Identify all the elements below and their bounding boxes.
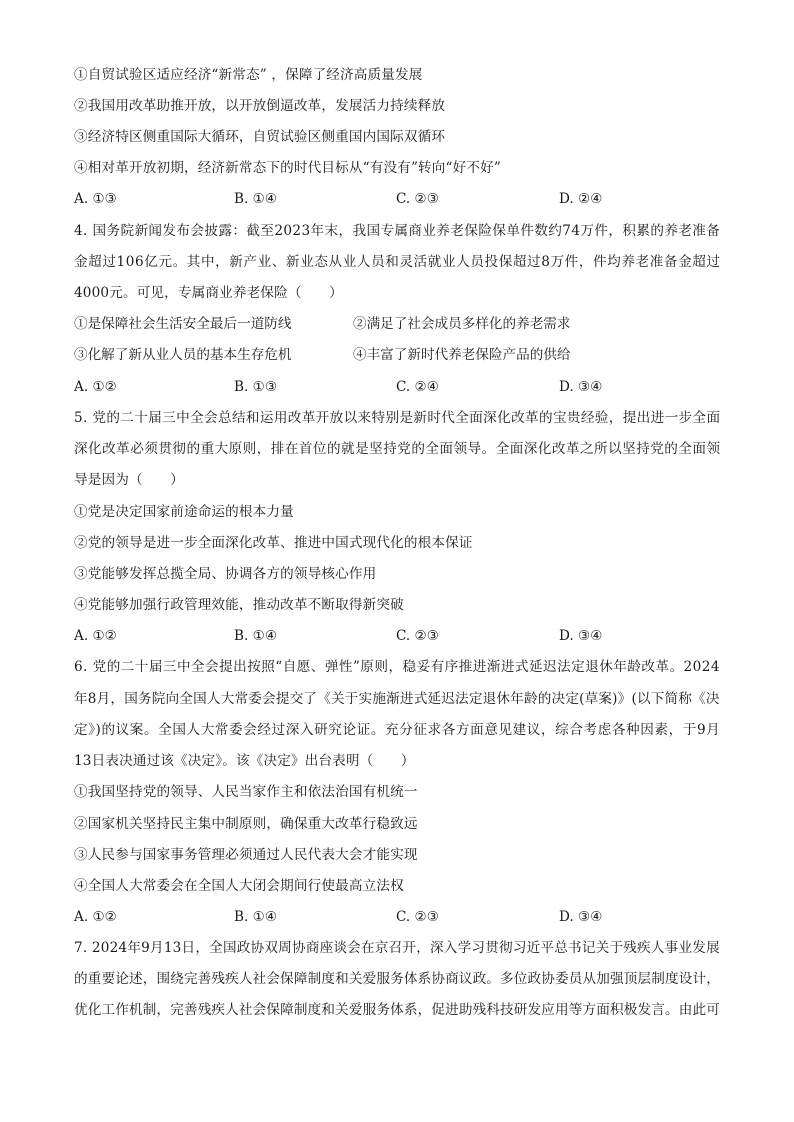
q3-statement-4: ④相对革开放初期，经济新常态下的时代目标从“有没有”转向“好不好” — [74, 160, 501, 176]
q3-statement-1: ①自贸试验区适应经济“新常态” ，保障了经济高质量发展 — [74, 67, 423, 83]
q3-statement-3: ③经济特区侧重国际大循环，自贸试验区侧重国内国际双循环 — [74, 129, 446, 145]
q4-statements-row-1 — [74, 315, 754, 333]
q5-statement-2: ②党的领导是进一步全面深化改革、推进中国式现代化的根本保证 — [74, 535, 473, 551]
q6-statement-1: ①我国坚持党的领导、人民当家作主和依法治国有机统一 — [74, 784, 418, 800]
q4-options — [74, 378, 754, 396]
q6-option-d[interactable]: D. ③④ — [559, 909, 603, 925]
q6-statement-2: ②国家机关坚持民主集中制原则，确保重大改革行稳致远 — [74, 816, 418, 832]
q3-option-c[interactable]: C. ②③ — [396, 191, 439, 207]
q4-stem-line-1: 4. 国务院新闻发布会披露：截至2023年末，我国专属商业养老保险保单件数约74万件，积累的养老准备 — [74, 223, 721, 239]
q6-stem-line-1: 6. 党的二十届三中全会提出按照“自愿、弹性”原则，稳妥有序推进渐进式延迟法定退休年龄改革。2024 — [74, 659, 720, 675]
q4-stem-line-3: 4000元。可见，专属商业养老保险（ ） — [74, 285, 343, 301]
q7-stem-line-2: 的重要论述，围绕完善残疾人社会保障制度和关爱服务体系协商议政。多位政协委员从加强顶层制度设计， — [74, 971, 720, 987]
q3-option-d[interactable]: D. ②④ — [559, 191, 603, 207]
q4-option-b[interactable]: B. ①③ — [234, 379, 278, 395]
q4-option-c[interactable]: C. ②④ — [396, 379, 439, 395]
q4-statement-3: ③化解了新从业人员的基本生存危机 — [74, 347, 292, 363]
q4-statement-4: ④丰富了新时代养老保险产品的供给 — [353, 347, 571, 363]
q5-stem-line-3: 导是因为（ ） — [74, 472, 184, 488]
q5-option-d[interactable]: D. ③④ — [559, 628, 603, 644]
q4-statement-1: ①是保障社会生活安全最后一道防线 — [74, 316, 292, 332]
q5-statement-1: ①党是决定国家前途命运的根本力量 — [74, 504, 294, 520]
q5-statement-4: ④党能够加强行政管理效能，推动改革不断取得新突破 — [74, 597, 404, 613]
q6-statement-4: ④全国人大常委会在全国人大闭会期间行使最高立法权 — [74, 878, 404, 894]
q7-stem-line-1: 7. 2024年9月13日，全国政协双周协商座谈会在京召开，深入学习贯彻习近平总书记关于残疾人事业发展 — [74, 940, 720, 956]
q5-option-c[interactable]: C. ②③ — [396, 628, 439, 644]
q6-option-a[interactable]: A. ①② — [74, 909, 117, 925]
q6-option-b[interactable]: B. ①④ — [234, 909, 278, 925]
q5-stem-line-2: 深化改革必须贯彻的重大原则，排在首位的就是坚持党的全面领导。全面深化改革之所以坚持党的全面领 — [74, 441, 721, 457]
q6-stem-line-4: 13日表决通过该《决定》。该《决定》出台表明（ ） — [74, 753, 415, 769]
q5-stem-line-1: 5. 党的二十届三中全会总结和运用改革开放以来特别是新时代全面深化改革的宝贵经验，提出进一步全面 — [74, 410, 721, 426]
q6-statement-3: ③人民参与国家事务管理必须通过人民代表大会才能实现 — [74, 847, 418, 863]
q4-option-d[interactable]: D. ③④ — [559, 379, 603, 395]
q6-stem-line-3: 定》)的议案。全国人大常委会经过深入研究论证。充分征求各方面意见建议，综合考虑各种因素，于9月 — [74, 722, 721, 738]
q4-statements-row-2 — [74, 346, 754, 364]
q7-stem-line-3: 优化工作机制，完善残疾人社会保障制度和关爱服务体系，促进助残科技研发应用等方面积极发言。由此可 — [74, 1002, 720, 1018]
q5-option-a[interactable]: A. ①② — [74, 628, 117, 644]
q3-option-a[interactable]: A. ①③ — [74, 191, 117, 207]
q4-option-a[interactable]: A. ①② — [74, 379, 117, 395]
q3-options — [74, 190, 754, 208]
q4-statement-2: ②满足了社会成员多样化的养老需求 — [353, 316, 571, 332]
q6-options — [74, 908, 754, 926]
q4-stem-line-2: 金超过106亿元。其中，新产业、新业态从业人员和灵活就业人员投保超过8万件，件均养老准备金超过 — [74, 254, 721, 270]
q6-stem-line-2: 年8月，国务院向全国人大常委会提交了《关于实施渐进式延迟法定退休年龄的决定(草案)》(以下简称《决 — [74, 691, 720, 707]
q5-statement-3: ③党能够发挥总揽全局、协调各方的领导核心作用 — [74, 566, 377, 582]
q3-option-b[interactable]: B. ①④ — [234, 191, 278, 207]
q3-statement-2: ②我国用改革助推开放，以开放倒逼改革，发展活力持续释放 — [74, 98, 446, 114]
q6-option-c[interactable]: C. ②③ — [396, 909, 439, 925]
q5-option-b[interactable]: B. ①④ — [234, 628, 278, 644]
q5-options — [74, 627, 754, 645]
